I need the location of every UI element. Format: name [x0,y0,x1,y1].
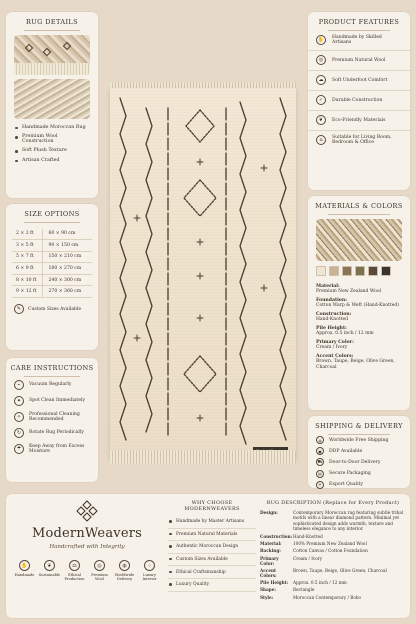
size-options-panel [6,204,98,350]
custom-sizes-label: Custom Sizes Available [28,306,81,312]
shipping-label: Door-to-Door Delivery [329,459,381,465]
size-ft: 8 × 10 ft [12,274,42,286]
export-icon: ✈ [316,481,324,489]
rug-detail-closeup-image [14,35,90,75]
desc-value: Rectangle [293,587,315,593]
why-title: WHY CHOOSE MODERNWEAVERS [184,500,240,512]
rug-details-panel [6,12,98,198]
feature-label: Durable Construction [332,97,383,103]
feature-item [308,51,410,71]
rug-texture-image [14,79,90,119]
desc-value: Cream / Ivory [293,555,323,561]
color-swatch [381,266,391,276]
rug-description-block [260,500,406,601]
globe-icon: ◍ [119,560,130,571]
care-label: Keep Away from Excess Moisture [29,443,85,454]
badge-label: Worldwide Delivery [114,573,135,581]
shipping-item [308,479,410,490]
custom-sizes-note [6,298,98,320]
size-cm: 270 × 360 cm [42,286,92,298]
wool-icon: ◎ [94,560,105,571]
diamond-motif [184,356,216,392]
shipping-label: DDP Available [329,448,363,454]
spec-value: Hand-Knotted [316,316,349,322]
hand-icon: ✋ [317,37,325,43]
list-item: Premium Wool Construction [14,132,90,146]
spec-value: Cotton Warp & Weft (Hand-Knotted) [316,302,399,308]
care-item [6,441,98,457]
zigzag-line [146,108,152,432]
badge-label: Sustainable [38,573,61,577]
desc-key: Construction: [260,533,293,539]
spec-key: Foundation: [316,297,347,303]
list-item: Authentic Moroccan Design [168,541,256,554]
desc-value: Moroccan Contemporary / Boho [293,594,362,600]
brand-logo-icon [76,500,98,522]
color-swatch [368,266,378,276]
care-label: Rotate Rug Periodically [29,430,84,435]
care-item [6,377,98,393]
size-cm: 60 × 90 cm [42,229,92,240]
list-item: Handmade by Master Artisans [168,516,256,529]
feature-label: Premium Natural Wool [332,57,386,63]
care-title: CARE INSTRUCTIONS [6,358,98,377]
globe-icon: ◍ [316,436,324,444]
feature-item [308,71,410,91]
list-item: Handmade Moroccan Rug [14,123,90,132]
care-instructions-panel [6,358,98,482]
ethical-icon: ⚖ [69,560,80,571]
package-icon: ▤ [316,470,324,478]
desc-value: Hand-Knotted [293,533,323,539]
badge-label: Premium Wool [91,573,108,581]
description-row [260,547,406,554]
cleaning-icon: ✧ [14,412,24,422]
list-item: Luxury Quality [168,579,256,592]
spec-row [316,326,402,337]
desc-key: Shape: [260,587,276,593]
size-ft: 5 × 7 ft [12,251,42,263]
size-ft: 9 × 12 ft [12,286,42,298]
shipping-item [308,435,410,446]
desc-key: Material: [260,541,282,547]
care-item [6,425,98,441]
desc-value: Brown, Taupe, Beige, Olive Green, Charcoal [293,567,387,573]
shipping-label: Secure Packaging [329,471,371,477]
spec-key: Pile Height: [316,325,347,331]
description-row [260,540,406,547]
spot-clean-icon: ✦ [14,396,24,406]
spec-row [316,312,402,323]
list-item: Artisan Crafted [14,156,90,165]
desc-key: Accent Colors: [260,567,277,578]
diamond-motif [186,110,214,142]
size-cm: 150 × 210 cm [42,251,92,263]
desc-key: Pile Height: [260,579,289,585]
feature-item [308,31,410,51]
shipping-label: Export Quality [329,482,363,488]
rug-pattern [110,88,296,458]
materials-title: MATERIALS & COLORS [308,196,410,215]
feature-label: Soft Underfoot Comfort [332,77,388,83]
table-row [12,251,92,263]
size-ft: 2 × 3 ft [12,229,42,240]
brand-badge [64,560,86,581]
list-item: Custom Sizes Available [168,554,256,567]
color-swatches [308,261,410,281]
description-row [260,555,406,567]
why-list [166,516,258,592]
ruler-icon: ✎ [14,304,24,314]
spec-row [316,284,402,295]
spec-key: Material: [316,283,340,289]
color-swatch [342,266,352,276]
eco-icon: ❦ [316,115,326,125]
rug-details-list [6,119,98,170]
spec-value: Cream / Ivory [316,344,348,350]
size-options-title: SIZE OPTIONS [6,204,98,223]
why-choose-block [166,500,258,592]
moisture-icon: ☂ [14,444,24,454]
spec-row [316,354,402,371]
size-cm: 180 × 270 cm [42,263,92,275]
table-row [12,229,92,240]
materials-colors-panel [308,196,410,410]
rug-product-image [104,82,304,482]
table-row [12,263,92,275]
rug-body [110,88,296,458]
desc-value: Cotton Canvas / Cotton Foundation [293,548,368,554]
description-row [260,579,406,586]
brand-badge [139,560,161,581]
size-ft: 6 × 9 ft [12,263,42,275]
care-label: Professional Cleaning Recommended [29,411,80,422]
spec-key: Construction: [316,311,352,317]
brand-tagline: Handcrafted with Integrity [49,544,125,550]
brand-badge [89,560,111,581]
list-item: Premium Natural Materials [168,529,256,542]
brand-badges [12,560,162,581]
feature-item [308,91,410,111]
shipping-item [308,468,410,479]
care-item [6,409,98,425]
rug-details-title: RUG DETAILS [6,12,98,31]
desc-value: 100% Premium New Zealand Wool [293,541,367,547]
feature-item [308,111,410,131]
ddp-icon: ▣ [316,447,324,455]
spec-key: Primary Color: [316,339,354,345]
zigzag-line [120,98,126,440]
shipping-delivery-panel [308,416,410,488]
comfort-icon: ☁ [316,75,326,85]
badge-label: Handmade [14,573,35,577]
shipping-item [308,446,410,457]
desc-value: Contemporary Moroccan rug featuring subtle tribal motifs with a linear diamond pattern. Minimal yet sophisticated design adds warmth, texture and timeless elegance to any interior. [293,510,404,532]
handmade-icon: ✋ [19,560,30,571]
feature-label: Suitable for Living Room, Bedroom & Office [332,135,392,145]
list-item: Ethical Craftsmanship [168,566,256,579]
brand-footer-panel [6,494,410,618]
list-item: Soft Plush Texture [14,146,90,155]
sustainable-icon: ❦ [44,560,55,571]
care-item [6,393,98,409]
description-row [260,567,406,579]
spec-row [316,298,402,309]
rug-fringe-bottom [110,450,296,464]
size-ft: 3 × 5 ft [12,240,42,252]
features-title: PRODUCT FEATURES [308,12,410,31]
badge-label: Ethical Production [64,573,85,581]
diamond-motif [184,180,216,216]
desc-value: Approx. 0.5 inch / 12 mm [293,579,347,585]
desc-key: Backing: [260,548,281,554]
brand-name: ModernWeavers [31,526,142,541]
description-row [260,533,406,540]
feature-label: Eco-Friendly Materials [332,117,386,123]
truck-icon: ⛟ [317,459,323,465]
shipping-label: Worldwide Free Shipping [329,437,389,443]
desc-key: Design: [260,510,278,515]
vacuum-icon: ⌁ [14,380,24,390]
shipping-title: SHIPPING & DELIVERY [308,416,410,435]
product-features-panel [308,12,410,190]
color-swatch [316,266,326,276]
shipping-item [308,457,410,468]
spec-row [316,340,402,351]
zigzag-line [280,98,286,440]
size-cm: 90 × 150 cm [42,240,92,252]
color-swatch [355,266,365,276]
description-row [260,509,406,533]
brand-badge [39,560,61,581]
brand-badge [14,560,36,581]
care-label: Vacuum Regularly [29,382,72,387]
care-label: Spot Clean Immediately [29,398,86,403]
spec-value: Premium New Zealand Wool [316,288,382,294]
brand-badge [114,560,136,581]
size-cm: 240 × 300 cm [42,274,92,286]
wool-icon: ◎ [316,55,326,65]
luxury-icon: ♢ [144,560,155,571]
table-row [12,240,92,252]
desc-key: Primary Color: [260,555,279,566]
desc-key: Style: [260,594,274,600]
table-row [12,286,92,298]
description-row [260,594,406,601]
spec-key: Accent Colors: [316,353,354,359]
material-texture-image [316,219,402,261]
cross-motifs [134,159,267,421]
material-spec-list [308,284,410,371]
rotate-icon: ↻ [14,428,24,438]
badge-label: Luxury Interior [142,573,157,581]
size-table [12,229,92,299]
feature-item [308,131,410,150]
brand-block [12,500,162,612]
table-row [12,274,92,286]
description-title: RUG DESCRIPTION (Replace for Every Product) [266,500,400,506]
description-row [260,586,406,593]
zigzag-line [240,102,246,444]
spec-value: Brown, Taupe, Beige, Olive Green, Charcoal [316,358,395,370]
spec-value: Approx. 0.5 inch / 12 mm [316,330,374,336]
feature-label: Handmade by Skilled Artisans [332,35,382,45]
home-icon: ⌂ [316,135,326,145]
color-swatch [329,266,339,276]
durable-icon: ✓ [316,95,326,105]
